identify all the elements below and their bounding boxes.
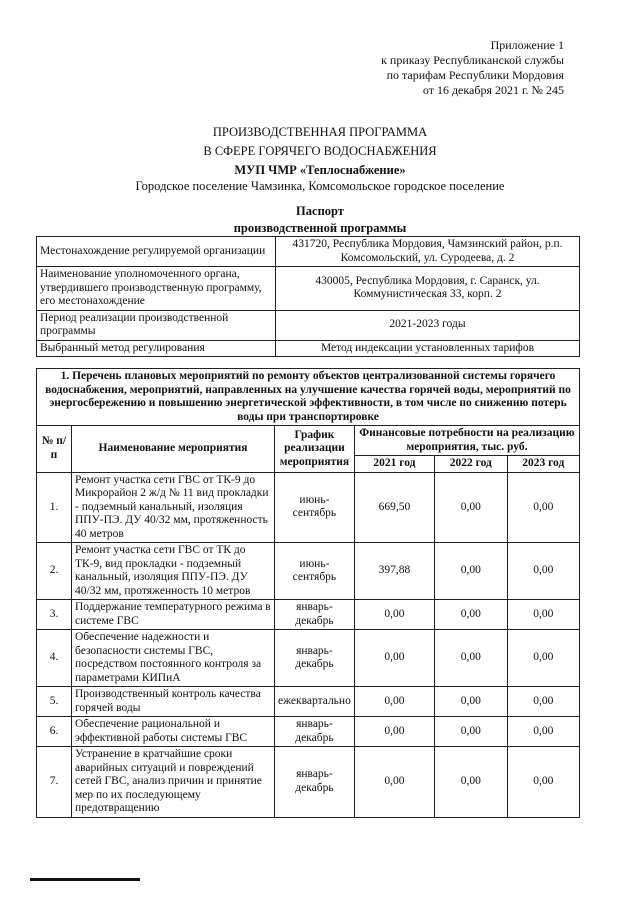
column-header-name: Наименование мероприятия (72, 426, 275, 473)
table-row (37, 543, 580, 600)
row-schedule: январь-декабрь (275, 747, 355, 818)
column-header-schedule: График реализации мероприятия (275, 426, 355, 473)
row-cost-2022: 0,00 (435, 472, 507, 543)
row-schedule: июнь-сентябрь (275, 543, 355, 600)
column-header-2021: 2021 год (354, 456, 434, 473)
passport-subtitle: производственной программы (233, 221, 407, 235)
appendix-line-4: от 16 декабря 2021 г. № 245 (422, 83, 564, 97)
row-schedule: январь-декабрь (275, 717, 355, 747)
row-schedule: июнь-сентябрь (275, 472, 355, 543)
passport-label: Местонахождение регулируемой организации (37, 237, 276, 267)
appendix-block (381, 38, 564, 98)
row-schedule: январь-декабрь (275, 630, 355, 687)
appendix-line-3: по тарифам Республики Мордовия (386, 68, 564, 82)
row-schedule: ежеквартально (275, 687, 355, 717)
row-cost-2022: 0,00 (435, 543, 507, 600)
row-cost-2021: 397,88 (354, 543, 434, 600)
table-row (37, 630, 580, 687)
passport-label: Выбранный метод регулирования (37, 340, 276, 357)
passport-title: Паспорт (296, 204, 344, 218)
measures-table (36, 368, 580, 818)
row-cost-2021: 0,00 (354, 630, 434, 687)
row-number: 7. (37, 747, 72, 818)
territory-line: Городское поселение Чамзинка, Комсомольское городское поселение (135, 179, 505, 193)
passport-row (37, 267, 580, 311)
organization-name: МУП ЧМР «Теплоснабжение» (234, 163, 406, 177)
row-cost-2021: 0,00 (354, 747, 434, 818)
column-header-num: № п/п (37, 426, 72, 473)
table-row (37, 747, 580, 818)
row-cost-2023: 0,00 (507, 630, 579, 687)
program-title: ПРОИЗВОДСТВЕННАЯ ПРОГРАММА (212, 125, 428, 139)
row-cost-2021: 0,00 (354, 600, 434, 630)
row-number: 5. (37, 687, 72, 717)
passport-value: 431720, Республика Мордовия, Чамзинский район, р.п. Комсомольский, ул. Суродеева, д. 2 (276, 237, 580, 267)
row-cost-2021: 669,50 (354, 472, 434, 543)
row-cost-2021: 0,00 (354, 687, 434, 717)
program-subtitle: В СФЕРЕ ГОРЯЧЕГО ВОДОСНАБЖЕНИЯ (203, 144, 437, 158)
table-row (37, 687, 580, 717)
row-number: 2. (37, 543, 72, 600)
row-schedule: январь-декабрь (275, 600, 355, 630)
row-cost-2023: 0,00 (507, 687, 579, 717)
footer-rule (30, 878, 140, 881)
row-cost-2023: 0,00 (507, 717, 579, 747)
row-name: Ремонт участка сети ГВС от ТК-9 до Микрорайон 2 ж/д № 11 вид прокладки - подземный канальный, изоляция ППУ-ПЭ. ДУ 40/32 мм, протяженность 40 метров (72, 472, 275, 543)
row-number: 3. (37, 600, 72, 630)
row-name: Производственный контроль качества горячей воды (72, 687, 275, 717)
row-cost-2023: 0,00 (507, 747, 579, 818)
table-row (37, 472, 580, 543)
section-1-title: 1. Перечень плановых мероприятий по ремонту объектов централизованной системы горячего водоснабжения, мероприятий, направленных на улучшение качества горячей воды, мероприятий по энергосбережению и повышению энергетической эффективности, в том числе по снижению потерь воды при транспортировке (37, 369, 580, 426)
row-name: Поддержание температурного режима в системе ГВС (72, 600, 275, 630)
table-row (37, 717, 580, 747)
row-cost-2022: 0,00 (435, 747, 507, 818)
passport-value: 2021-2023 годы (276, 310, 580, 340)
row-number: 6. (37, 717, 72, 747)
measures-rows (37, 472, 580, 817)
table-row (37, 600, 580, 630)
row-number: 1. (37, 472, 72, 543)
row-name: Устранение в кратчайшие сроки аварийных ситуаций и повреждений сетей ГВС, анализ причин и принятие мер по их последующему предотвращению (72, 747, 275, 818)
row-name: Ремонт участка сети ГВС от ТК до ТК-9, вид прокладки - подземный канальный, изоляция ППУ-ПЭ. ДУ 40/32 мм, протяженность 10 метров (72, 543, 275, 600)
row-name: Обеспечение рациональной и эффективной работы системы ГВС (72, 717, 275, 747)
row-cost-2021: 0,00 (354, 717, 434, 747)
row-cost-2022: 0,00 (435, 687, 507, 717)
column-header-finance: Финансовые потребности на реализацию мероприятия, тыс. руб. (354, 426, 579, 456)
row-name: Обеспечение надежности и безопасности системы ГВС, посредством постоянного контроля за параметрами КИПиА (72, 630, 275, 687)
row-number: 4. (37, 630, 72, 687)
passport-value: 430005, Республика Мордовия, г. Саранск, ул. Коммунистическая 33, корп. 2 (276, 267, 580, 311)
row-cost-2023: 0,00 (507, 600, 579, 630)
passport-label: Период реализации производственной программы (37, 310, 276, 340)
appendix-line-1: Приложение 1 (490, 38, 564, 52)
row-cost-2022: 0,00 (435, 600, 507, 630)
passport-label: Наименование уполномоченного органа, утвердившего производственную программу, его местонахождение (37, 267, 276, 311)
appendix-line-2: к приказу Республиканской службы (381, 53, 564, 67)
passport-value: Метод индексации установленных тарифов (276, 340, 580, 357)
passport-row (37, 237, 580, 267)
passport-row (37, 340, 580, 357)
passport-row (37, 310, 580, 340)
row-cost-2022: 0,00 (435, 717, 507, 747)
passport-table (36, 236, 580, 357)
column-header-2023: 2023 год (507, 456, 579, 473)
row-cost-2023: 0,00 (507, 543, 579, 600)
row-cost-2022: 0,00 (435, 630, 507, 687)
column-header-2022: 2022 год (435, 456, 507, 473)
row-cost-2023: 0,00 (507, 472, 579, 543)
